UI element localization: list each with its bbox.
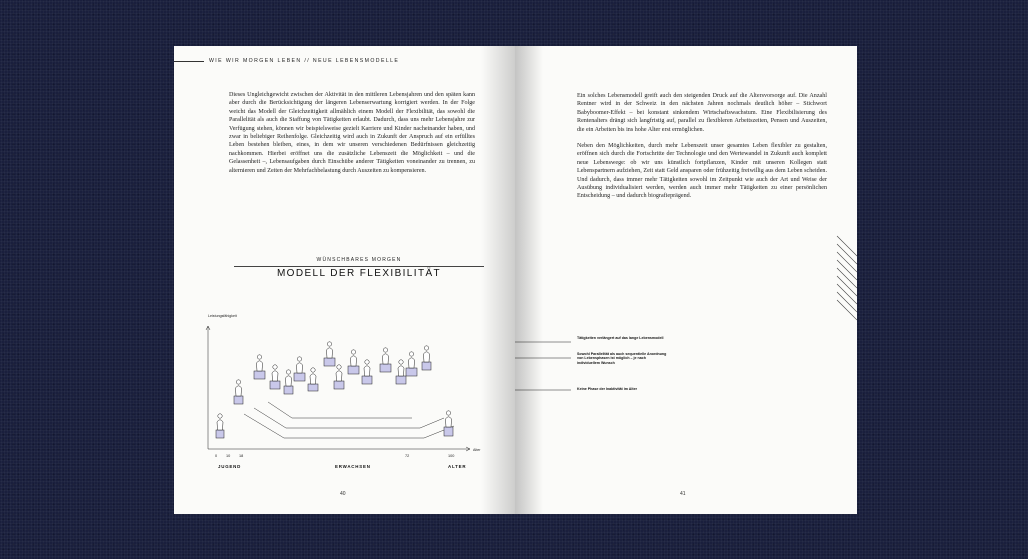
- right-paragraph-2: Neben den Möglichkeiten, durch mehr Lebenszeit unser gesamtes Leben flexibler zu gestalten, eröffnen sich durch die Fortschritte der Technologie und den Wertewandel in Zukunft auch komplett neue Lebenswege: ob wir uns künstlich fortpflanzen, Kinder mit unseren Kollegen statt Lebenspartnern aufziehen, Zeit statt Geld ansparen oder frühzeitig freiwillig aus dem Leben scheiden. Und dadurch, dass immer mehr Tätigkeiten sowohl im Zeitpunkt wie auch der Art und Weise der Ausübung individualisiert werden, werden auch immer mehr Tätigkeiten zu einer persönlichen Entscheidung – und dadurch biografieprägend.: [577, 143, 827, 200]
- figure-body: [236, 386, 242, 396]
- figure-body: [383, 354, 389, 364]
- figure-head: [424, 346, 428, 350]
- figure-head: [311, 368, 315, 372]
- pedestal: [422, 362, 431, 370]
- pedestal: [308, 384, 318, 391]
- figure-body: [297, 363, 303, 373]
- figure-body: [272, 371, 278, 381]
- right-gutter-shadow: [515, 46, 543, 514]
- x-axis-label: Alter: [473, 448, 481, 452]
- figure-body: [398, 366, 404, 376]
- pedestal: [324, 358, 335, 366]
- stage-alter: ALTER: [448, 464, 467, 469]
- annotation-lines: [515, 46, 857, 514]
- figure-head: [257, 355, 261, 359]
- figure-head: [218, 414, 222, 418]
- figure-head: [286, 370, 290, 374]
- pedestal: [348, 366, 359, 374]
- tick-10: 10: [226, 454, 231, 458]
- pedestal: [406, 368, 417, 376]
- figure-body: [310, 374, 316, 384]
- pedestal: [362, 376, 372, 384]
- tick-0: 0: [215, 454, 218, 458]
- figure-body: [446, 417, 452, 427]
- pedestal: [444, 427, 453, 436]
- right-paragraph-1: Ein solches Lebensmodell greift auch den steigenden Druck auf die Altersvorsorge auf. Die Anzahl Rentner wird in der Schweiz in den nächsten Jahren nochmals deutlich höher – Stichwort Babyboomer-Effekt – bei konstant sinkendem Wirtschaftswachstum. Eine Flexibilisierung des Rentenalters drängt sich langfristig auf, parallel zu flexibleren Arbeitszeiten, Pensen und Auszeiten, die ein Arbeiten bis ins hohe Alter erst ermöglichen.: [577, 93, 827, 133]
- figure-head: [399, 360, 403, 364]
- left-page: [174, 46, 515, 514]
- right-page-number: 41: [680, 491, 686, 497]
- stage-erwachsen: ERWACHSEN: [335, 464, 371, 469]
- figure-head: [383, 348, 387, 352]
- stage-jugend: JUGEND: [218, 464, 242, 469]
- y-axis-label: Leistungsfähigkeit: [208, 314, 237, 318]
- figure-body: [217, 420, 223, 430]
- right-page: [515, 46, 857, 514]
- left-page-number: 40: [340, 491, 346, 497]
- tick-18: 18: [239, 454, 244, 458]
- figure-body: [336, 371, 342, 381]
- pedestal: [254, 371, 265, 379]
- pedestal: [216, 430, 224, 438]
- chart-title: MODELL DER FLEXIBILITÄT: [276, 268, 442, 279]
- figure-head: [297, 357, 301, 361]
- pedestal: [284, 386, 293, 394]
- pedestal: [294, 373, 305, 381]
- figure-body: [257, 361, 263, 371]
- open-book: [174, 46, 857, 514]
- left-paragraph-1: Dieses Ungleichgewicht zwischen der Aktivität in den mittleren Lebensjahren und den späten kann aber durch die Berücksichtigung der längeren Lebenserwartung korrigiert werden. In der Folge weicht das Modell der Gleichzeitigkeit allmählich einem Modell der Flexibilität, das sowohl die Parallelität als auch die Staffung von Tätigkeiten erlaubt. Dadurch, dass uns mehr Lebensjahre zur Verfügung stehen, können wir beispielsweise gezielt Karriere und Kinder nacheinander haben, und zwar in beliebiger Reihenfolge. Gleichzeitig wird auch in Zukunft der Anspruch auf ein erfülltes Leben bestehen bleiben, eines, in dem wir unseren verschiedenen Bedürfnissen gleichzeitig nachkommen. Hierbei eröffnet uns die zusätzliche Lebenszeit die Möglichkeit – und die Gelassenheit –, Lebensaufgaben durch Einschübe anderer Tätigkeiten voneinander zu trennen, zu alternieren und Zeiten der Mehrfachbelastung durch Auszeiten zu kompensieren.: [229, 92, 475, 174]
- annotation-2: Sowohl Parallelität als auch sequentielle Anordnung von Lebensphasen ist möglich – je nach individuellem Wunsch: [577, 352, 667, 365]
- figure-head: [236, 380, 240, 384]
- left-gutter-shadow: [481, 46, 515, 514]
- figure-head: [327, 342, 331, 346]
- pedestal: [380, 364, 391, 372]
- annotation-1: Tätigkeiten verlängert auf das lange Lebensmodell: [577, 336, 664, 340]
- annotation-3: Keine Phase der Inaktivität im Alter: [577, 387, 637, 391]
- figure-body: [327, 348, 333, 358]
- figure-head: [273, 365, 277, 369]
- chart-kicker: WÜNSCHBARES MORGEN: [316, 257, 402, 263]
- figure-body: [409, 358, 415, 368]
- pedestal: [270, 381, 280, 389]
- flexibility-illustration: [174, 46, 515, 514]
- running-head: WIE WIR MORGEN LEBEN // NEUE LEBENSMODELLE: [209, 58, 400, 64]
- tick-72: 72: [405, 454, 410, 458]
- figure-head: [446, 411, 450, 415]
- figure-head: [365, 360, 369, 364]
- figure-body: [351, 356, 357, 366]
- figure-head: [337, 365, 341, 369]
- pedestal: [396, 376, 406, 384]
- tick-100: 100: [448, 454, 455, 458]
- figure-head: [409, 352, 413, 356]
- pedestal: [234, 396, 243, 404]
- pedestal: [334, 381, 344, 389]
- figure-head: [351, 350, 355, 354]
- figure-body: [286, 376, 292, 386]
- figure-body: [364, 366, 370, 376]
- figure-body: [424, 352, 430, 362]
